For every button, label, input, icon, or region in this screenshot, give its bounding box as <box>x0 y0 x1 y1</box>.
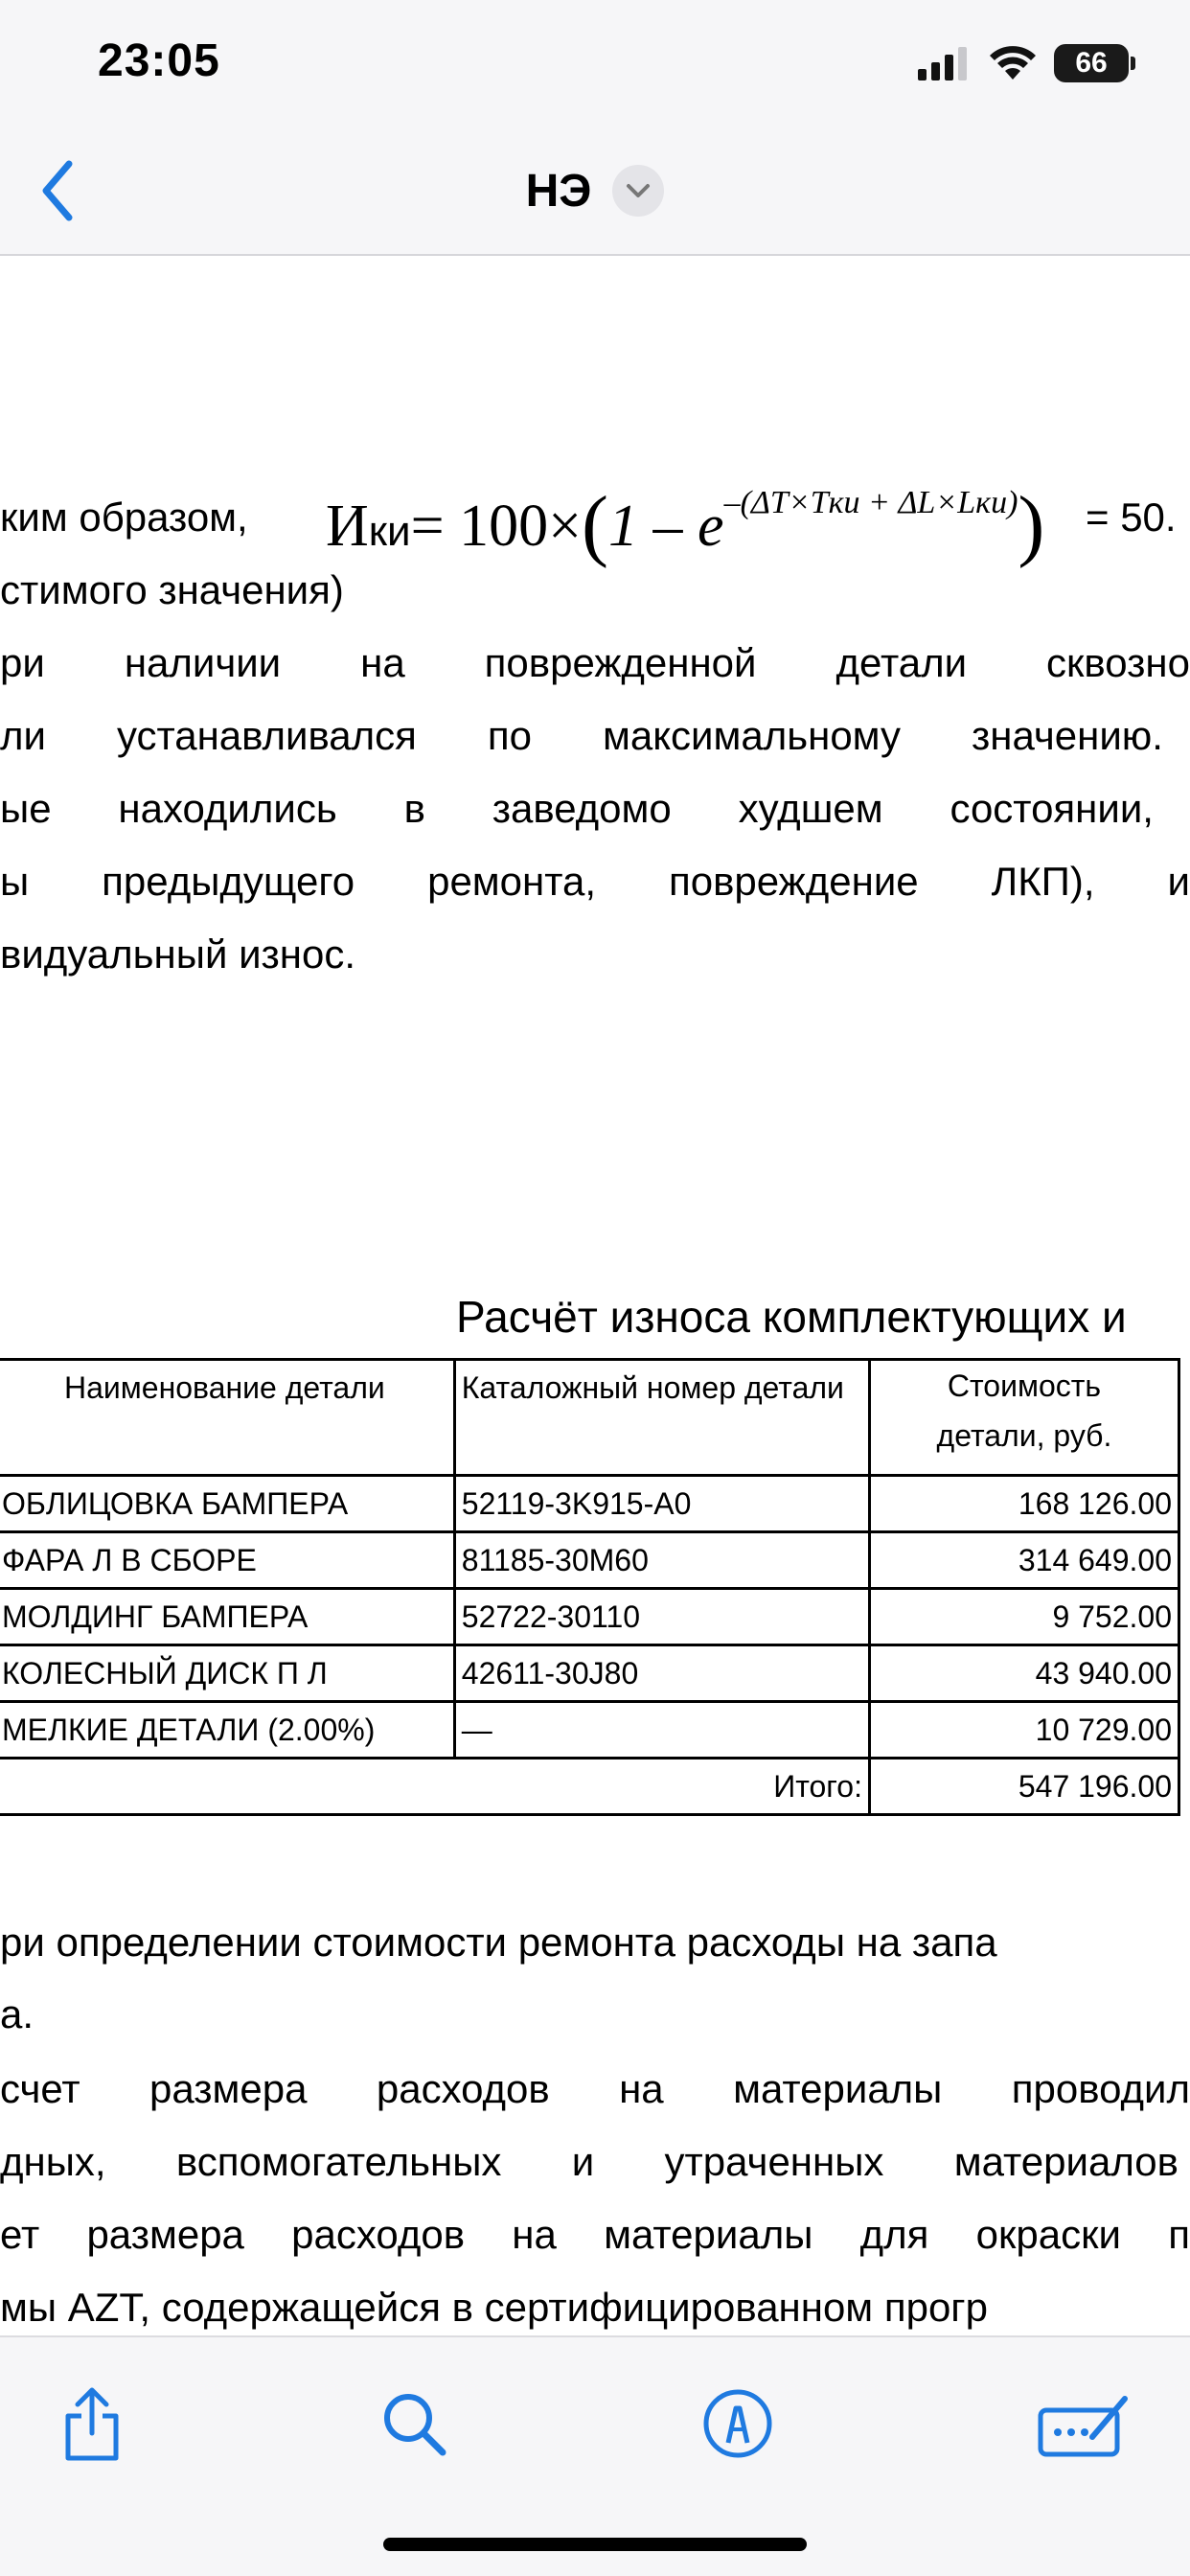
cell-part-name: МОЛДИНГ БАМПЕРА <box>0 1589 454 1645</box>
table-title: Расчёт износа комплектующих и <box>456 1292 1127 1342</box>
cell-part-name: ОБЛИЦОВКА БАМПЕРА <box>0 1476 454 1532</box>
formula-lhs: И <box>326 494 369 559</box>
word: в <box>403 786 425 831</box>
share-icon <box>58 2385 126 2462</box>
word: повреждение <box>669 859 919 904</box>
word: окраски <box>975 2212 1121 2257</box>
cell-part-cost: 43 940.00 <box>869 1645 1179 1702</box>
status-bar <box>0 0 1190 144</box>
signature-icon <box>1037 2389 1133 2458</box>
text-line-10 <box>0 2138 1179 2186</box>
search-icon <box>379 2389 448 2458</box>
nav-title-group[interactable] <box>0 157 1190 224</box>
table-header-row <box>0 1360 1179 1476</box>
word: расходов <box>291 2212 466 2257</box>
cell-part-cost: 9 752.00 <box>869 1589 1179 1645</box>
word: для <box>859 2212 929 2257</box>
word: худшем <box>738 786 883 831</box>
cell-part-name: КОЛЕСНЫЙ ДИСК П Л <box>0 1645 454 1702</box>
word: дных, <box>0 2139 106 2184</box>
word: наличии <box>124 640 282 685</box>
chevron-down-icon <box>626 183 651 198</box>
table-clip <box>0 256 1190 2335</box>
word: заведомо <box>492 786 672 831</box>
cell-catalog-number: 81185-30M60 <box>454 1532 869 1589</box>
word: материалов <box>953 2139 1179 2184</box>
formula-open-paren: ( <box>582 480 609 569</box>
word: на <box>360 640 405 685</box>
word: на <box>619 2066 664 2111</box>
header-cost-line-2: детали, руб. <box>936 1418 1112 1453</box>
battery-icon: 66 <box>1054 44 1129 82</box>
word: размера <box>86 2212 244 2257</box>
table-total-row <box>0 1759 1179 1815</box>
status-icons <box>918 42 1129 84</box>
word: материалы <box>604 2212 813 2257</box>
share-button[interactable] <box>44 2376 140 2472</box>
word: счет <box>0 2066 80 2111</box>
text-line-11 <box>0 2211 1190 2259</box>
title-menu-button[interactable] <box>612 165 664 217</box>
header-catalog-number: Каталожный номер детали <box>454 1360 869 1476</box>
word: предыдущего <box>102 859 355 904</box>
document-title: НЭ <box>525 165 592 217</box>
text-line-6: видуальный износ. <box>0 932 356 977</box>
cell-part-cost: 168 126.00 <box>869 1476 1179 1532</box>
word: сквозно <box>1046 640 1190 685</box>
status-time: 23:05 <box>98 35 220 86</box>
formula-result: = 50. <box>1086 494 1177 540</box>
word: ри <box>0 640 45 685</box>
cell-catalog-number: 42611-30J80 <box>454 1645 869 1702</box>
word: и <box>571 2139 595 2184</box>
cell-part-name: МЕЛКИЕ ДЕТАЛИ (2.00%) <box>0 1702 454 1759</box>
word: ы <box>0 859 30 904</box>
word: ет <box>0 2212 40 2257</box>
word: вспомогательных <box>175 2139 502 2184</box>
cellular-signal-icon <box>918 46 972 80</box>
word: находились <box>118 786 337 831</box>
cell-part-cost: 314 649.00 <box>869 1532 1179 1589</box>
formula-body-a: = 100× <box>410 494 583 559</box>
word: детали <box>835 640 968 685</box>
cell-part-name: ФАРА Л В СБОРЕ <box>0 1532 454 1589</box>
table-row <box>0 1532 1179 1589</box>
word: ли <box>0 713 46 758</box>
text-line-8: а. <box>0 1991 34 2036</box>
word: утраченных <box>664 2139 884 2184</box>
word: материалы <box>733 2066 943 2111</box>
word: по <box>487 713 532 758</box>
table-row <box>0 1702 1179 1759</box>
word: максимальному <box>602 713 902 758</box>
home-indicator[interactable] <box>383 2538 807 2551</box>
table-row <box>0 1645 1179 1702</box>
text-line-7: ри определении стоимости ремонта расходы на запа <box>0 1920 997 1965</box>
formula-exponent-rest: T×Tки + ΔL×Lки) <box>769 485 1018 520</box>
formula-lead-text: ким образом, <box>0 494 248 540</box>
text-line-1: стимого значения) <box>0 567 344 612</box>
wifi-icon <box>989 45 1037 81</box>
word: проводил <box>1011 2066 1190 2111</box>
search-button[interactable] <box>366 2376 462 2472</box>
word: ремонта, <box>427 859 597 904</box>
word: поврежденной <box>484 640 757 685</box>
header-part-cost <box>869 1360 1179 1476</box>
table-row <box>0 1589 1179 1645</box>
word: на <box>512 2212 557 2257</box>
table-row <box>0 1476 1179 1532</box>
total-label: Итого: <box>0 1759 869 1815</box>
word: ые <box>0 786 52 831</box>
cell-part-cost: 10 729.00 <box>869 1702 1179 1759</box>
parts-wear-table <box>0 1358 1180 1816</box>
word: ЛКП), <box>991 859 1095 904</box>
formula-lhs-sub: ки <box>368 508 411 555</box>
formula-exponent-start: –(Δ <box>723 485 770 520</box>
word: и <box>1167 859 1190 904</box>
word: размера <box>149 2066 308 2111</box>
signature-button[interactable] <box>1027 2376 1142 2472</box>
word: значению. <box>972 713 1163 758</box>
text-line-12: мы AZT, содержащейся в сертифицированном прогр <box>0 2285 988 2330</box>
total-value: 547 196.00 <box>869 1759 1179 1815</box>
cell-catalog-number: 52119-3K915-A0 <box>454 1476 869 1532</box>
document-page[interactable] <box>0 256 1190 2335</box>
markup-button[interactable] <box>690 2376 786 2472</box>
word: устанавливался <box>116 713 417 758</box>
header-part-name: Наименование детали <box>0 1360 454 1476</box>
markup-pen-icon <box>701 2387 774 2460</box>
navigation-bar <box>0 144 1190 256</box>
word: расходов <box>376 2066 550 2111</box>
word: п <box>1168 2212 1190 2257</box>
text-line-9 <box>0 2065 1190 2113</box>
cell-catalog-number: 52722-30110 <box>454 1589 869 1645</box>
formula-close-paren: ) <box>1018 480 1045 569</box>
cell-catalog-number: — <box>454 1702 869 1759</box>
formula-body-b: 1 – e <box>608 494 724 559</box>
header-cost-line-1: Стоимость <box>947 1368 1102 1403</box>
word: состоянии, <box>950 786 1154 831</box>
